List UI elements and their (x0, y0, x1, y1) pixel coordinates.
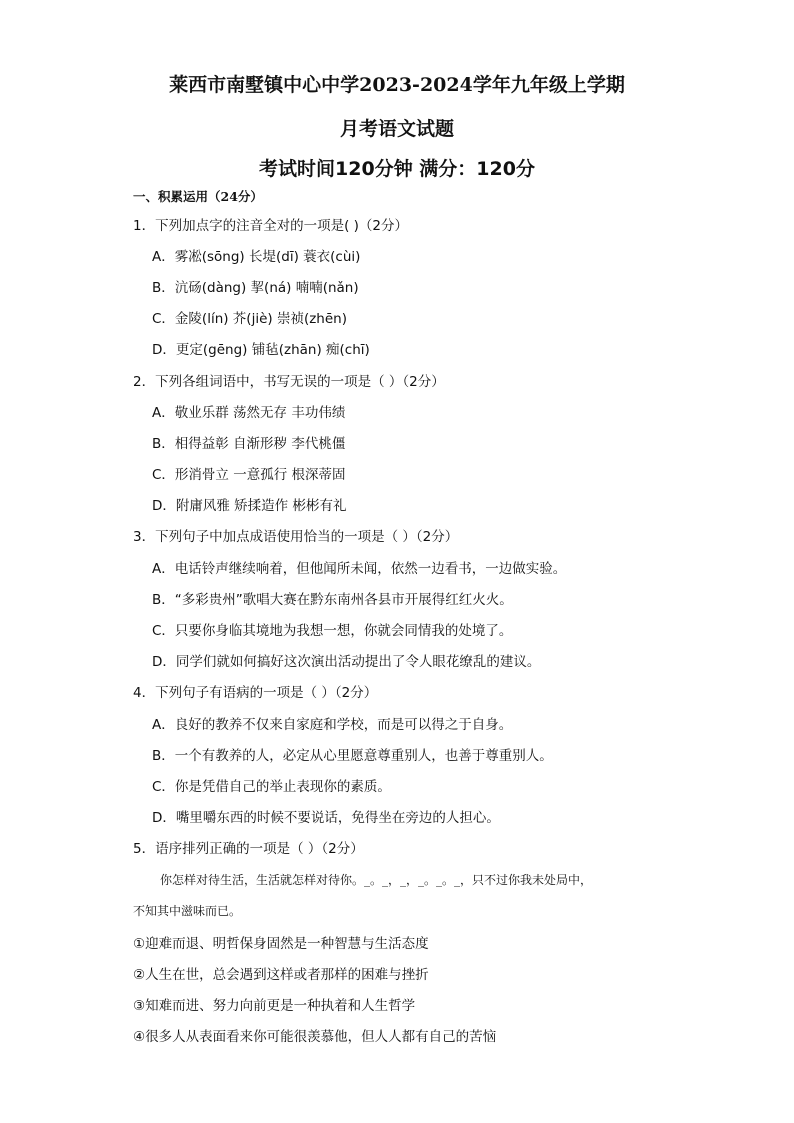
question-3-option-c: C．只要你身临其境地为我想一想，你就会同情我的处境了。 (152, 623, 513, 639)
question-5-item-2: ②人生在世，总会遇到这样或者那样的困难与挫折 (133, 967, 429, 983)
question-5-passage-line1: 你怎样对待生活，生活就怎样对待你。_。_，_，_。_。_，只不过你我未处局中， (160, 873, 593, 887)
question-5-item-3: ③知难而进、努力向前更是一种执着和人生哲学 (133, 998, 416, 1014)
question-1-option-d: D．更定(gēng) 铺毡(zhān) 痴(chī) (152, 342, 370, 358)
question-4-stem: 4．下列句子有语病的一项是（ ）（2分） (133, 685, 378, 701)
question-4-option-b: B．一个有教养的人，必定从心里愿意尊重别人，也善于尊重别人。 (152, 748, 553, 764)
question-2-option-a: A．敬业乐群 荡然无存 丰功伟绩 (152, 405, 346, 421)
question-5-stem: 5．语序排列正确的一项是（ ）（2分） (133, 841, 364, 857)
question-4-option-c: C．你是凭借自己的举止表现你的素质。 (152, 779, 391, 795)
question-1-option-a: A．雾凇(sōng) 长堤(dī) 蓑衣(cùi) (152, 249, 361, 265)
section-heading: 一、积累运用（24分） (133, 189, 263, 204)
exam-info-line: 考试时间120分钟 满分：120分 (259, 158, 535, 180)
question-3-option-b: B．“多彩贵州”歌唱大赛在黔东南州各县市开展得红红火火。 (152, 592, 513, 608)
question-1-stem: 1．下列加点字的注音全对的一项是( )（2分） (133, 218, 409, 234)
question-5-passage-line2: 不知其中滋味而已。 (133, 904, 242, 918)
question-3-option-d: D．同学们就如何搞好这次演出活动提出了令人眼花缭乱的建议。 (152, 654, 541, 670)
question-3-option-a: A．电话铃声继续响着，但他闻所未闻，依然一边看书，一边做实验。 (152, 561, 567, 577)
exam-title-line2: 月考语文试题 (339, 118, 454, 140)
question-3-stem: 3．下列句子中加点成语使用恰当的一项是（ ）（2分） (133, 529, 459, 545)
question-4-option-a: A．良好的教养不仅来自家庭和学校，而是可以得之于自身。 (152, 717, 513, 733)
question-2-option-c: C．形消骨立 一意孤行 根深蒂固 (152, 467, 346, 483)
question-1-option-b: B．沆砀(dàng) 挈(ná) 喃喃(nǎn) (152, 280, 359, 296)
question-2-option-b: B．相得益彰 自渐形秽 李代桃僵 (152, 436, 346, 452)
exam-title-line1: 莱西市南墅镇中心中学2023-2024学年九年级上学期 (169, 74, 625, 96)
question-2-option-d: D．附庸风雅 矫揉造作 彬彬有礼 (152, 498, 347, 514)
question-5-item-4: ④很多人从表面看来你可能很羡慕他，但人人都有自己的苦恼 (133, 1029, 497, 1045)
question-2-stem: 2．下列各组词语中，书写无误的一项是（ ）（2分） (133, 374, 445, 390)
question-5-item-1: ①迎难而退、明哲保身固然是一种智慧与生活态度 (133, 936, 429, 952)
question-4-option-d: D．嘴里嚼东西的时候不要说话，免得坐在旁边的人担心。 (152, 810, 500, 826)
question-1-option-c: C．金陵(lín) 芥(jiè) 崇祯(zhēn) (152, 311, 347, 327)
